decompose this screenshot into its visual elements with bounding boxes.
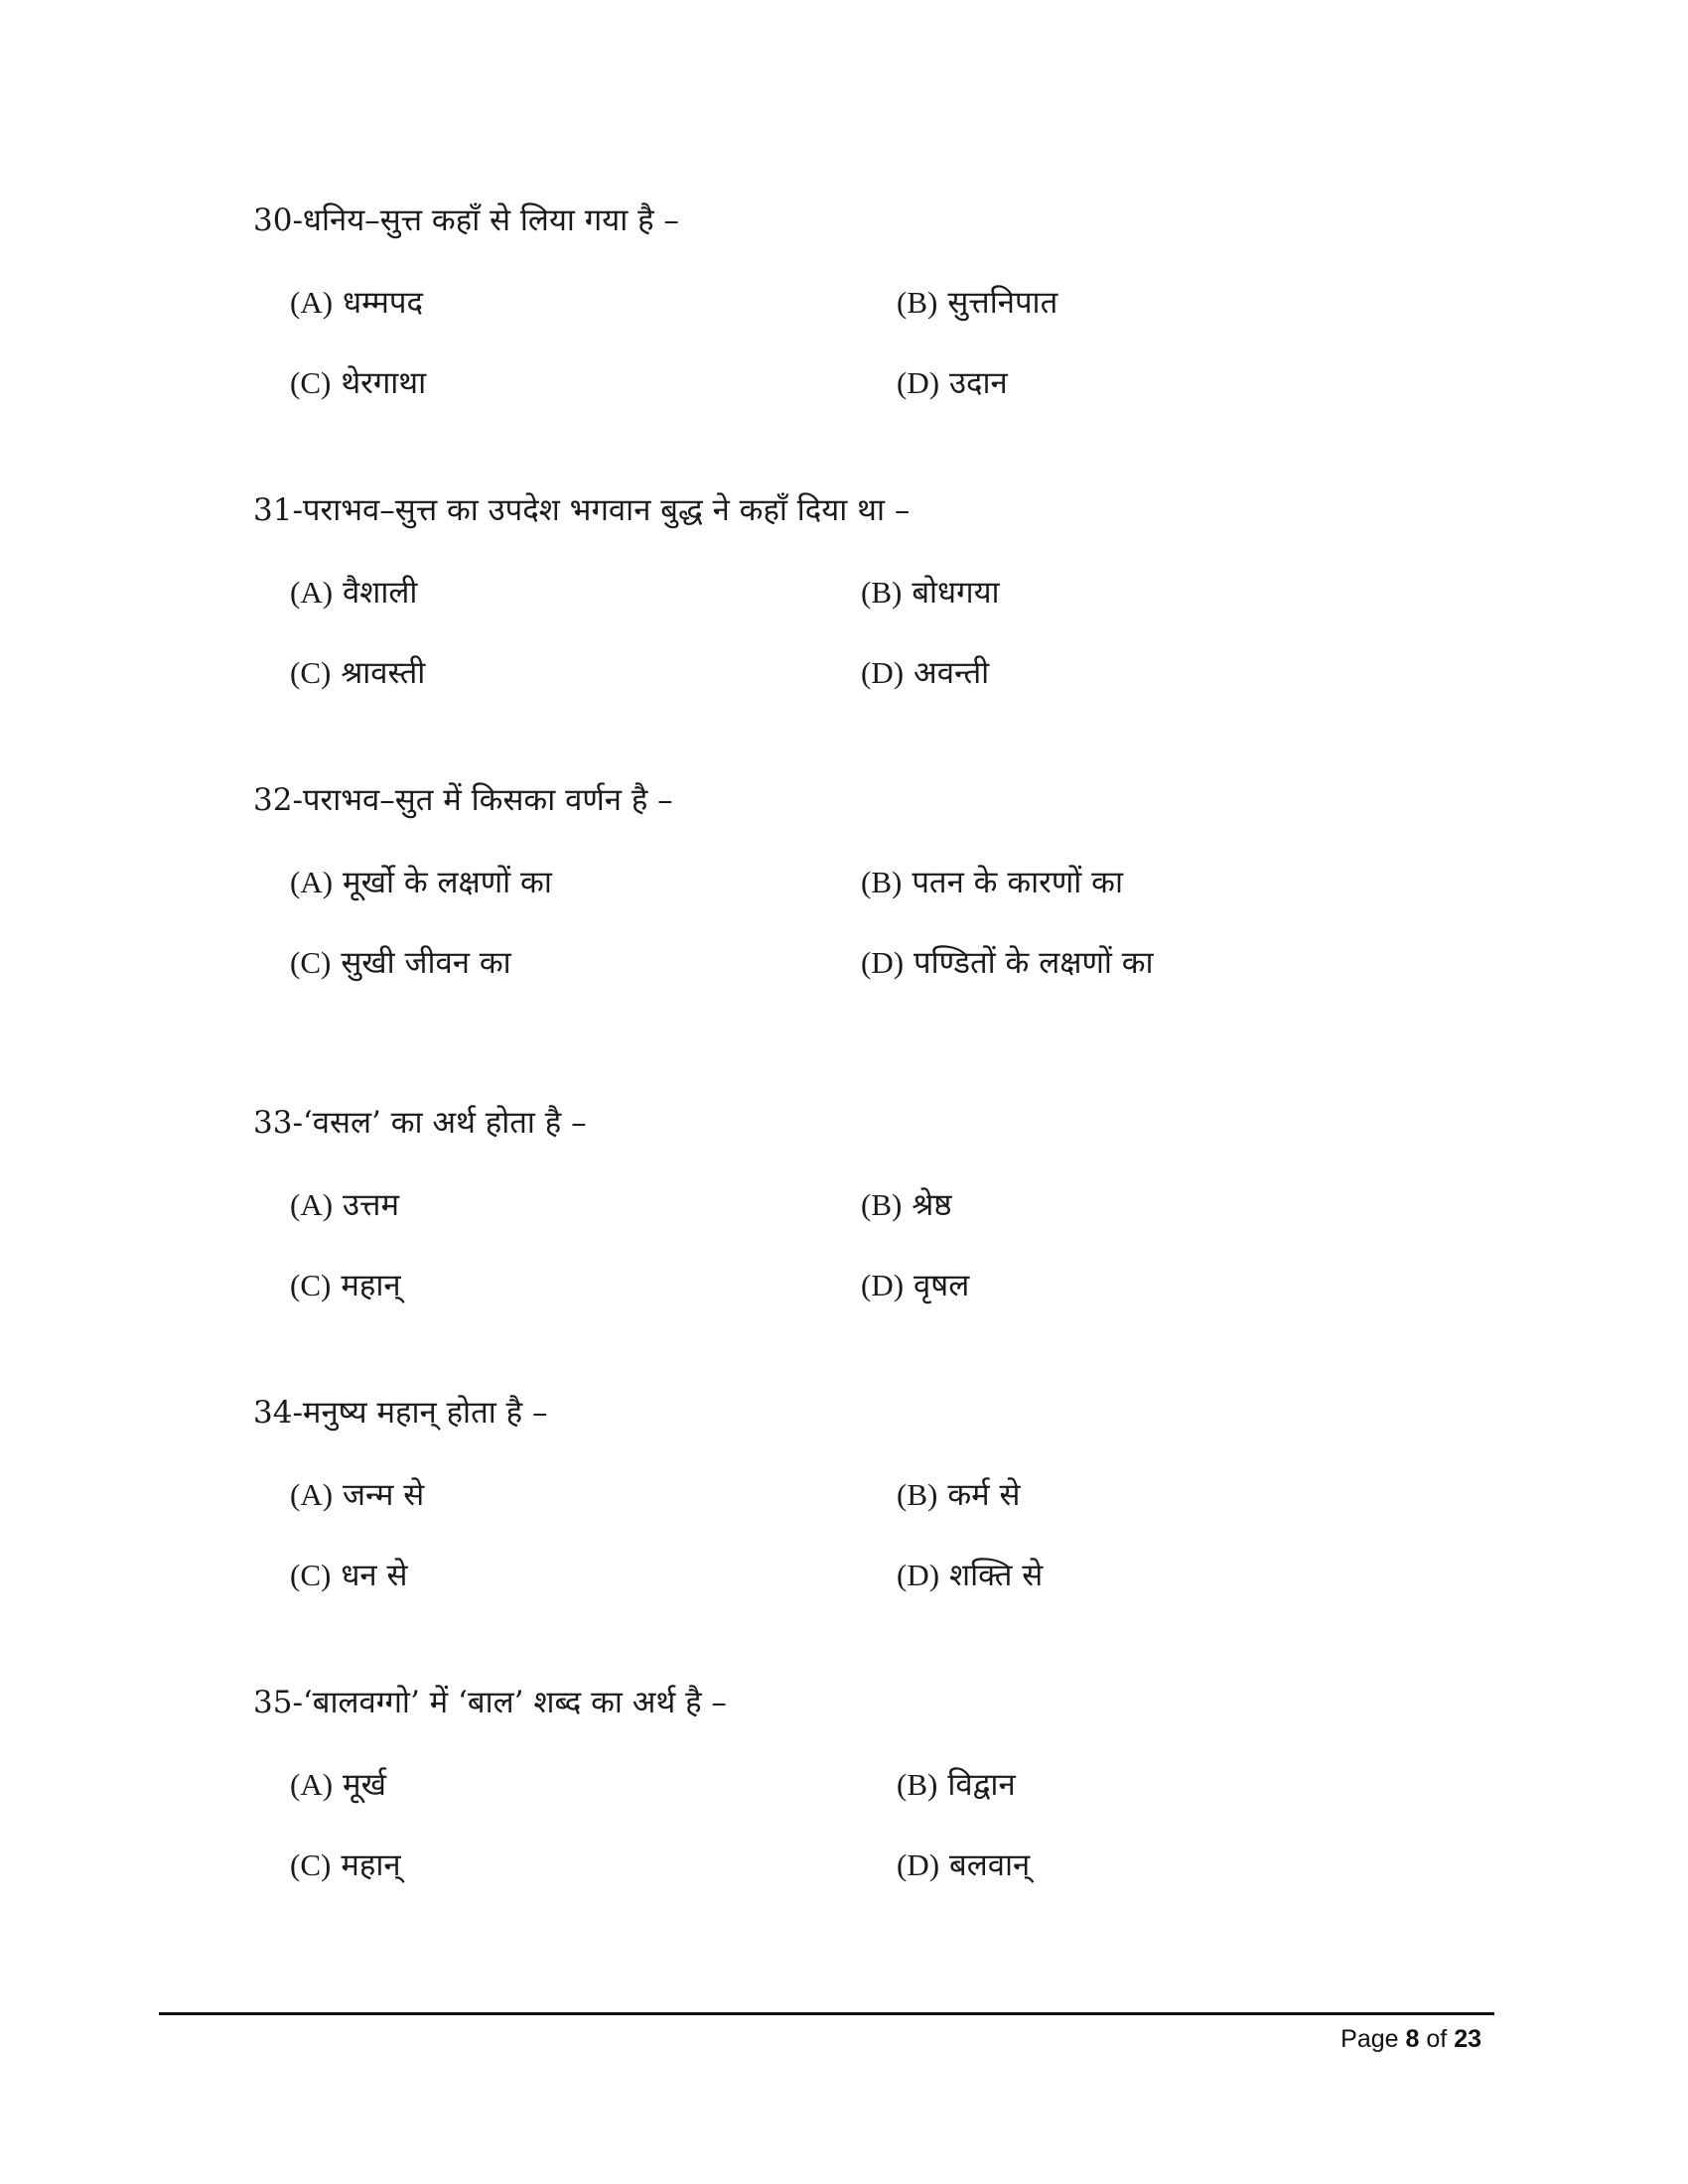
page-prefix: Page [1340, 2025, 1399, 2053]
option-text: मूर्ख [343, 1767, 386, 1803]
option-label: (A) [290, 285, 334, 320]
option-text: पतन के कारणों का [912, 865, 1123, 900]
option-c [290, 1556, 407, 1595]
option-text: उत्तम [343, 1187, 399, 1223]
option-c [290, 943, 511, 983]
option-label: (D) [897, 1558, 940, 1592]
option-text: महान् [341, 1847, 401, 1883]
option-text: महान् [341, 1268, 401, 1303]
option-c [290, 1266, 401, 1305]
option-text: जन्म से [343, 1477, 425, 1513]
option-label: (C) [290, 1558, 332, 1592]
option-label: (B) [861, 1187, 903, 1222]
option-label: (A) [290, 1187, 334, 1222]
option-b [897, 1475, 1020, 1515]
footer-rule [159, 2012, 1494, 2015]
option-d [897, 1845, 1030, 1885]
option-text: कर्म से [947, 1477, 1021, 1513]
option-text: शक्ति से [949, 1558, 1044, 1593]
question-text: 32-पराभव–सुत में किसका वर्णन है – [253, 782, 673, 818]
option-b [861, 863, 1123, 902]
option-text: उदान [949, 365, 1008, 401]
option-text: वृषल [914, 1268, 970, 1303]
option-text: श्रावस्ती [341, 655, 426, 691]
question-text: 33-‘वसल’ का अर्थ होता है – [253, 1105, 587, 1141]
option-b [861, 573, 1000, 613]
question-text: 30-धनिय–सुत्त कहाँ से लिया गया है – [253, 203, 679, 238]
option-d [861, 653, 989, 693]
option-text: वैशाली [343, 575, 418, 611]
page-current: 8 [1405, 2025, 1420, 2053]
option-label: (D) [861, 1268, 905, 1302]
option-label: (A) [290, 1477, 334, 1512]
option-a [290, 1765, 386, 1805]
option-label: (A) [290, 1767, 334, 1802]
option-text: बलवान् [949, 1847, 1031, 1883]
option-a [290, 863, 552, 902]
option-label: (C) [290, 655, 332, 690]
page-of: of [1426, 2025, 1448, 2053]
option-text: सुखी जीवन का [341, 945, 511, 981]
question-text: 31-पराभव–सुत्त का उपदेश भगवान बुद्ध ने कहाँ दिया था – [253, 492, 911, 528]
option-a [290, 283, 423, 323]
option-text: अवन्ती [914, 655, 990, 691]
option-label: (C) [290, 1847, 332, 1882]
option-label: (A) [290, 865, 334, 899]
option-label: (B) [897, 285, 938, 320]
option-c [290, 653, 425, 693]
option-text: श्रेष्ठ [912, 1187, 952, 1223]
option-d [897, 363, 1008, 403]
option-label: (B) [897, 1767, 938, 1802]
option-d [861, 1266, 969, 1305]
question-text: 34-मनुष्य महान् होता है – [253, 1395, 548, 1431]
option-c [290, 1845, 401, 1885]
option-d [897, 1556, 1043, 1595]
option-label: (C) [290, 365, 332, 400]
option-d [861, 943, 1154, 983]
option-a [290, 1185, 399, 1225]
option-b [897, 1765, 1016, 1805]
option-label: (B) [861, 865, 903, 899]
option-label: (B) [897, 1477, 938, 1512]
option-a [290, 1475, 424, 1515]
question-text: 35-‘बालवग्गो’ में ‘बाल’ शब्द का अर्थ है – [253, 1685, 727, 1720]
option-text: धम्मपद [343, 285, 423, 321]
page-total: 23 [1454, 2025, 1481, 2053]
option-a [290, 573, 417, 613]
option-label: (C) [290, 945, 332, 980]
option-label: (C) [290, 1268, 332, 1302]
option-text: धन से [341, 1558, 408, 1593]
option-label: (D) [897, 365, 940, 400]
option-label: (D) [897, 1847, 940, 1882]
option-text: पण्डितों के लक्षणों का [914, 945, 1154, 981]
option-label: (A) [290, 575, 334, 610]
option-b [861, 1185, 952, 1225]
option-text: बोधगया [912, 575, 1000, 611]
option-text: थेरगाथा [341, 365, 427, 401]
option-text: विद्वान [947, 1767, 1016, 1803]
option-label: (D) [861, 655, 905, 690]
option-c [290, 363, 426, 403]
option-label: (B) [861, 575, 903, 610]
option-text: सुत्तनिपात [947, 285, 1058, 321]
option-text: मूर्खो के लक्षणों का [343, 865, 552, 900]
page-number [1340, 2025, 1481, 2054]
option-b [897, 283, 1057, 323]
option-label: (D) [861, 945, 905, 980]
